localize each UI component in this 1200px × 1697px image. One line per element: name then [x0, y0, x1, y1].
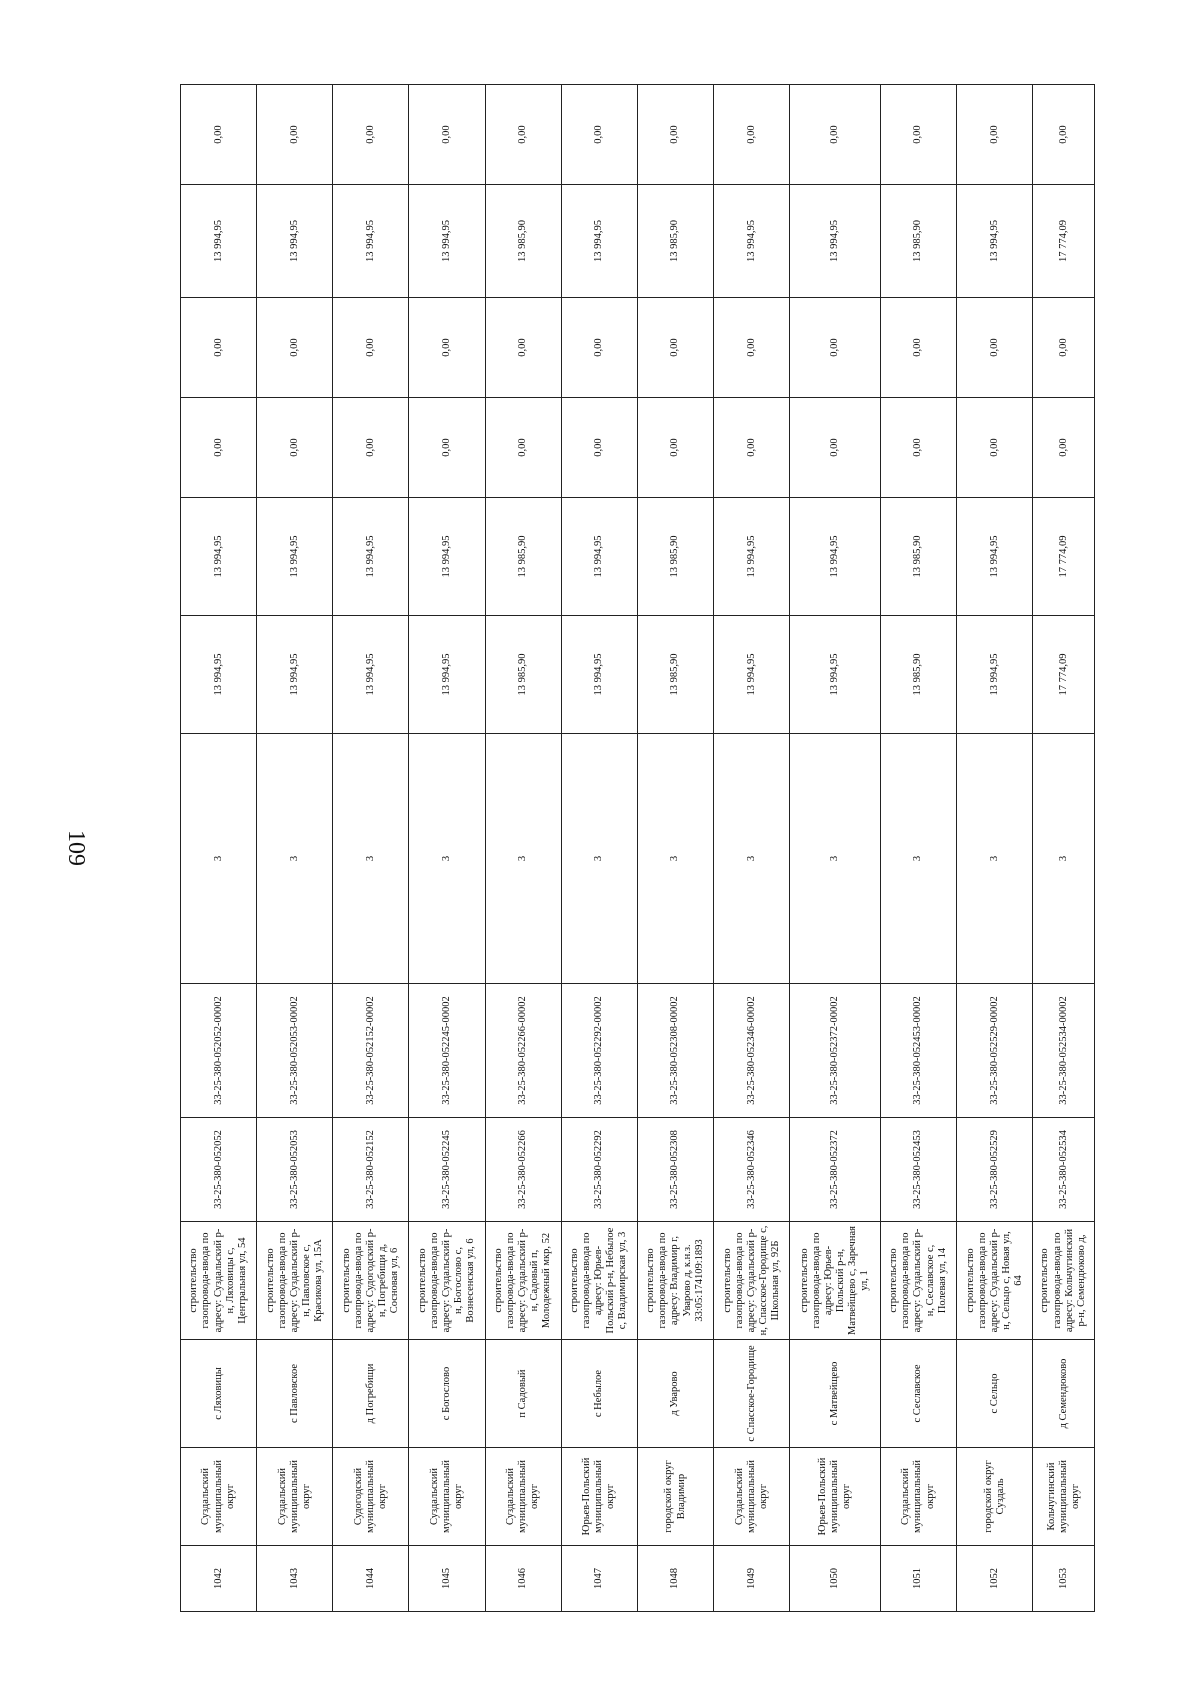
- amount-cell: 13 985,90: [880, 185, 956, 298]
- amount-total-cell: 13 985,90: [637, 616, 713, 734]
- category-cell: 3: [333, 734, 409, 984]
- object-code-cell: 33-25-380-052266: [485, 1118, 561, 1222]
- amount-zero-cell: 0,00: [181, 398, 257, 498]
- municipality-cell: Суздальский муниципальный округ: [880, 1448, 956, 1546]
- amount-zero-cell: 0,00: [637, 398, 713, 498]
- settlement-cell: п Садовый: [485, 1340, 561, 1448]
- table-row: [957, 85, 1033, 1612]
- amount-zero-cell: 0,00: [561, 398, 637, 498]
- amount-cell: 13 985,90: [485, 185, 561, 298]
- municipality-cell: Суздальский муниципальный округ: [257, 1448, 333, 1546]
- category-cell: 3: [257, 734, 333, 984]
- settlement-cell: с Сельцо: [957, 1340, 1033, 1448]
- amount-total-cell: 13 994,95: [181, 616, 257, 734]
- amount-total-cell: 17 774,09: [1033, 616, 1095, 734]
- category-cell: 3: [561, 734, 637, 984]
- settlement-cell: д Семендюково: [1033, 1340, 1095, 1448]
- settlement-cell: с Сеславское: [880, 1340, 956, 1448]
- amount-cell: 13 994,95: [714, 498, 790, 616]
- amount-cell: 13 994,95: [790, 185, 881, 298]
- amount-zero-cell: 0,00: [333, 85, 409, 185]
- category-cell: 3: [957, 734, 1033, 984]
- settlement-cell: с Павловское: [257, 1340, 333, 1448]
- table-row: [333, 85, 409, 1612]
- object-id-cell: 33-25-380-052266-00002: [485, 984, 561, 1118]
- table-row: [790, 85, 881, 1612]
- amount-zero-cell: 0,00: [561, 298, 637, 398]
- object-description-cell: строительство газопровода-ввода по адресу: Суздальский р-н, Садовый п, Молодежный мкр, 52: [485, 1222, 561, 1340]
- amount-cell: 13 994,95: [333, 185, 409, 298]
- object-id-cell: 33-25-380-052053-00002: [257, 984, 333, 1118]
- amount-cell: 13 994,95: [257, 498, 333, 616]
- amount-total-cell: 13 985,90: [880, 616, 956, 734]
- amount-zero-cell: 0,00: [790, 298, 881, 398]
- amount-cell: 13 994,95: [957, 185, 1033, 298]
- object-description-cell: строительство газопровода-ввода по адресу: Кольчугинский р-н, Семендюково д,: [1033, 1222, 1095, 1340]
- municipality-cell: Суздальский муниципальный округ: [409, 1448, 485, 1546]
- amount-total-cell: 13 994,95: [333, 616, 409, 734]
- object-id-cell: 33-25-380-052245-00002: [409, 984, 485, 1118]
- amount-cell: 13 994,95: [561, 185, 637, 298]
- table-row: [561, 85, 637, 1612]
- municipality-cell: Юрьев-Польский муниципальный округ: [561, 1448, 637, 1546]
- amount-total-cell: 13 985,90: [485, 616, 561, 734]
- amount-zero-cell: 0,00: [880, 85, 956, 185]
- object-description-cell: строительство газопровода-ввода по адресу: Юрьев-Польский р-н, Небылое с, Владимирская ул, 3: [561, 1222, 637, 1340]
- amount-cell: 13 994,95: [957, 498, 1033, 616]
- amount-cell: 13 994,95: [409, 185, 485, 298]
- amount-cell: 13 994,95: [333, 498, 409, 616]
- amount-zero-cell: 0,00: [790, 398, 881, 498]
- amount-zero-cell: 0,00: [957, 398, 1033, 498]
- object-id-cell: 33-25-380-052534-00002: [1033, 984, 1095, 1118]
- object-id-cell: 33-25-380-052308-00002: [637, 984, 713, 1118]
- amount-cell: 17 774,09: [1033, 498, 1095, 616]
- settlement-cell: с Богослово: [409, 1340, 485, 1448]
- settlement-cell: с Матвейщево: [790, 1340, 881, 1448]
- amount-zero-cell: 0,00: [561, 85, 637, 185]
- object-description-cell: строительство газопровода-ввода по адресу: Суздальский р-н, Ляховицы с, Центральная ул, 54: [181, 1222, 257, 1340]
- amount-zero-cell: 0,00: [181, 85, 257, 185]
- object-code-cell: 33-25-380-052292: [561, 1118, 637, 1222]
- amount-cell: 13 985,90: [485, 498, 561, 616]
- amount-zero-cell: 0,00: [637, 298, 713, 398]
- object-description-cell: строительство газопровода-ввода по адресу: Суздальский р-н, Спасское-Городище с, Школьная ул, 92Б: [714, 1222, 790, 1340]
- object-id-cell: 33-25-380-052453-00002: [880, 984, 956, 1118]
- amount-zero-cell: 0,00: [880, 298, 956, 398]
- object-code-cell: 33-25-380-052453: [880, 1118, 956, 1222]
- table-row: [485, 85, 561, 1612]
- amount-cell: 13 994,95: [561, 498, 637, 616]
- object-description-cell: строительство газопровода-ввода по адресу: Суздальский р-н, Сельцо с, Новая ул, 64: [957, 1222, 1033, 1340]
- object-description-cell: строительство газопровода-ввода по адресу: Суздальский р-н, Сеславское с, Полевая ул, 14: [880, 1222, 956, 1340]
- amount-zero-cell: 0,00: [714, 298, 790, 398]
- object-id-cell: 33-25-380-052152-00002: [333, 984, 409, 1118]
- object-description-cell: строительство газопровода-ввода по адресу: Суздальский р-н, Павловское с, Красикова ул, 15А: [257, 1222, 333, 1340]
- amount-zero-cell: 0,00: [333, 398, 409, 498]
- amount-total-cell: 13 994,95: [714, 616, 790, 734]
- amount-zero-cell: 0,00: [1033, 85, 1095, 185]
- row-number-cell: 1045: [409, 1546, 485, 1612]
- settlement-cell: д Уварово: [637, 1340, 713, 1448]
- amount-zero-cell: 0,00: [790, 85, 881, 185]
- table-row: [1033, 85, 1095, 1612]
- row-number-cell: 1049: [714, 1546, 790, 1612]
- amount-zero-cell: 0,00: [485, 398, 561, 498]
- object-code-cell: 33-25-380-052308: [637, 1118, 713, 1222]
- amount-zero-cell: 0,00: [957, 298, 1033, 398]
- amount-zero-cell: 0,00: [485, 85, 561, 185]
- object-code-cell: 33-25-380-052053: [257, 1118, 333, 1222]
- object-id-cell: 33-25-380-052292-00002: [561, 984, 637, 1118]
- amount-cell: 13 985,90: [637, 185, 713, 298]
- municipality-cell: городской округ Владимир: [637, 1448, 713, 1546]
- amount-zero-cell: 0,00: [485, 298, 561, 398]
- object-description-cell: строительство газопровода-ввода по адресу: Судогодский р-н, Погребищи д, Сосновая ул, 6: [333, 1222, 409, 1340]
- table-row: [409, 85, 485, 1612]
- table-row: [181, 85, 257, 1612]
- amount-zero-cell: 0,00: [409, 85, 485, 185]
- amount-cell: 13 994,95: [714, 185, 790, 298]
- amount-cell: 13 994,95: [790, 498, 881, 616]
- amount-cell: 13 985,90: [880, 498, 956, 616]
- amount-zero-cell: 0,00: [257, 85, 333, 185]
- row-number-cell: 1053: [1033, 1546, 1095, 1612]
- amount-cell: 13 994,95: [257, 185, 333, 298]
- amount-zero-cell: 0,00: [257, 298, 333, 398]
- category-cell: 3: [790, 734, 881, 984]
- amount-zero-cell: 0,00: [1033, 398, 1095, 498]
- object-id-cell: 33-25-380-052529-00002: [957, 984, 1033, 1118]
- object-code-cell: 33-25-380-052052: [181, 1118, 257, 1222]
- amount-total-cell: 13 994,95: [409, 616, 485, 734]
- municipality-cell: Кольчугинский муниципальный округ: [1033, 1448, 1095, 1546]
- amount-total-cell: 13 994,95: [561, 616, 637, 734]
- object-description-cell: строительство газопровода-ввода по адресу: Суздальский р-н, Богослово с, Вознесенская ул, 6: [409, 1222, 485, 1340]
- row-number-cell: 1051: [880, 1546, 956, 1612]
- category-cell: 3: [637, 734, 713, 984]
- table-body: [181, 85, 1095, 1612]
- category-cell: 3: [409, 734, 485, 984]
- amount-total-cell: 13 994,95: [257, 616, 333, 734]
- object-code-cell: 33-25-380-052152: [333, 1118, 409, 1222]
- amount-zero-cell: 0,00: [957, 85, 1033, 185]
- object-code-cell: 33-25-380-052346: [714, 1118, 790, 1222]
- category-cell: 3: [714, 734, 790, 984]
- row-number-cell: 1048: [637, 1546, 713, 1612]
- municipality-cell: городской округ Суздаль: [957, 1448, 1033, 1546]
- municipality-cell: Суздальский муниципальный округ: [181, 1448, 257, 1546]
- amount-zero-cell: 0,00: [880, 398, 956, 498]
- settlement-cell: с Небылое: [561, 1340, 637, 1448]
- amount-zero-cell: 0,00: [1033, 298, 1095, 398]
- object-description-cell: строительство газопровода-ввода по адресу: Юрьев-Польский р-н, Матвейщево с, Заречная ул, 1: [790, 1222, 881, 1340]
- amount-zero-cell: 0,00: [409, 298, 485, 398]
- municipality-cell: Судогодский муниципальный округ: [333, 1448, 409, 1546]
- amount-total-cell: 13 994,95: [790, 616, 881, 734]
- category-cell: 3: [1033, 734, 1095, 984]
- table-row: [637, 85, 713, 1612]
- amount-total-cell: 13 994,95: [957, 616, 1033, 734]
- amount-zero-cell: 0,00: [333, 298, 409, 398]
- object-code-cell: 33-25-380-052529: [957, 1118, 1033, 1222]
- amount-zero-cell: 0,00: [637, 85, 713, 185]
- amount-cell: 17 774,09: [1033, 185, 1095, 298]
- row-number-cell: 1044: [333, 1546, 409, 1612]
- object-code-cell: 33-25-380-052245: [409, 1118, 485, 1222]
- object-id-cell: 33-25-380-052052-00002: [181, 984, 257, 1118]
- amount-cell: 13 985,90: [637, 498, 713, 616]
- amount-zero-cell: 0,00: [714, 85, 790, 185]
- row-number-cell: 1043: [257, 1546, 333, 1612]
- amount-zero-cell: 0,00: [181, 298, 257, 398]
- amount-zero-cell: 0,00: [409, 398, 485, 498]
- category-cell: 3: [181, 734, 257, 984]
- settlement-cell: д Погребищи: [333, 1340, 409, 1448]
- row-number-cell: 1042: [181, 1546, 257, 1612]
- table-row: [714, 85, 790, 1612]
- object-code-cell: 33-25-380-052534: [1033, 1118, 1095, 1222]
- amount-cell: 13 994,95: [181, 498, 257, 616]
- municipality-cell: Суздальский муниципальный округ: [714, 1448, 790, 1546]
- category-cell: 3: [485, 734, 561, 984]
- row-number-cell: 1047: [561, 1546, 637, 1612]
- row-number-cell: 1046: [485, 1546, 561, 1612]
- row-number-cell: 1050: [790, 1546, 881, 1612]
- municipality-cell: Суздальский муниципальный округ: [485, 1448, 561, 1546]
- page-number: 109: [63, 830, 89, 866]
- municipality-cell: Юрьев-Польский муниципальный округ: [790, 1448, 881, 1546]
- object-id-cell: 33-25-380-052372-00002: [790, 984, 881, 1118]
- category-cell: 3: [880, 734, 956, 984]
- amount-cell: 13 994,95: [181, 185, 257, 298]
- object-id-cell: 33-25-380-052346-00002: [714, 984, 790, 1118]
- amount-cell: 13 994,95: [409, 498, 485, 616]
- settlement-cell: с Ляховицы: [181, 1340, 257, 1448]
- table-row: [257, 85, 333, 1612]
- object-description-cell: строительство газопровода-ввода по адресу: Владимир г, Уварово д, к.н.з. 33:05:174109:1893: [637, 1222, 713, 1340]
- amount-zero-cell: 0,00: [257, 398, 333, 498]
- amount-zero-cell: 0,00: [714, 398, 790, 498]
- object-code-cell: 33-25-380-052372: [790, 1118, 881, 1222]
- rotated-table-container: [180, 85, 1095, 1612]
- settlement-cell: с Спасское-Городище: [714, 1340, 790, 1448]
- row-number-cell: 1052: [957, 1546, 1033, 1612]
- data-table: [180, 84, 1095, 1612]
- table-row: [880, 85, 956, 1612]
